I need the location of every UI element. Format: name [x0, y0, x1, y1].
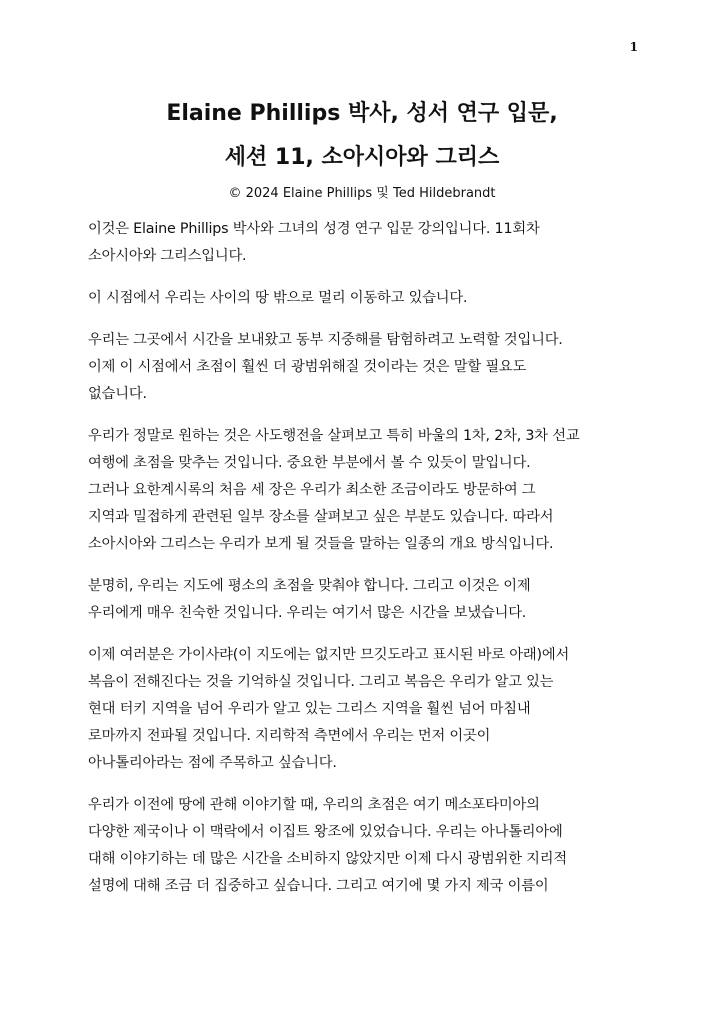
page-number: 1	[629, 40, 638, 54]
text-line: 우리는 그곳에서 시간을 보내왔고 동부 지중해를 탐험하려고 노력할 것입니다.	[88, 332, 563, 348]
text-line: 우리에게 매우 친숙한 것입니다. 우리는 여기서 많은 시간을 보냈습니다.	[88, 605, 527, 621]
text-line: 이것은 Elaine Phillips 박사와 그녀의 성경 연구 입문 강의입니다. 11회차	[88, 221, 540, 237]
document-title-line-2: 세션 11, 소아시아와 그리스	[224, 145, 500, 170]
paragraph-2	[88, 285, 648, 312]
text-line: 그러나 요한계시록의 처음 세 장은 우리가 최소한 조금이라도 방문하여 그	[88, 482, 536, 498]
text-line: 다양한 제국이나 이 맥락에서 이집트 왕조에 있었습니다. 우리는 아나톨리아에	[88, 824, 563, 840]
text-line: 우리가 이전에 땅에 관해 이야기할 때, 우리의 초점은 여기 메소포타미아의	[88, 797, 540, 813]
text-line: 없습니다.	[88, 386, 147, 402]
text-line: 대해 이야기하는 데 많은 시간을 소비하지 않았지만 이제 다시 광범위한 지리적	[88, 851, 567, 867]
text-line: 우리가 정말로 원하는 것은 사도행전을 살펴보고 특히 바울의 1차, 2차, 3차 선교	[88, 428, 580, 444]
text-line: 이 시점에서 우리는 사이의 땅 밖으로 멀리 이동하고 있습니다.	[88, 290, 468, 306]
transcript-body	[88, 216, 648, 915]
text-line: 아나톨리아라는 점에 주목하고 싶습니다.	[88, 755, 337, 771]
text-line: 이제 이 시점에서 초점이 훨씬 더 광범위해질 것이라는 것은 말할 필요도	[88, 359, 527, 375]
text-line: 소아시아와 그리스는 우리가 보게 될 것들을 말하는 일종의 개요 방식입니다.	[88, 536, 554, 552]
paragraph-6	[88, 642, 648, 777]
text-line: 소아시아와 그리스입니다.	[88, 248, 247, 264]
paragraph-1	[88, 216, 648, 270]
paragraph-4	[88, 423, 648, 558]
text-line: 로마까지 전파될 것입니다. 지리학적 측면에서 우리는 먼저 이곳이	[88, 728, 491, 744]
text-line: 복음이 전해진다는 것을 기억하실 것입니다. 그리고 복음은 우리가 알고 있는	[88, 674, 554, 690]
title-block	[0, 92, 724, 204]
text-line: 현대 터키 지역을 넘어 우리가 알고 있는 그리스 지역을 훨씬 넘어 마침내	[88, 701, 531, 717]
text-line: 이제 여러분은 가이사랴(이 지도에는 없지만 므깃도라고 표시된 바로 아래)에서	[88, 647, 570, 663]
document-title-line-1: Elaine Phillips 박사, 성서 연구 입문,	[166, 101, 558, 126]
text-line: 분명히, 우리는 지도에 평소의 초점을 맞춰야 합니다. 그리고 이것은 이제	[88, 578, 531, 594]
text-line: 설명에 대해 조금 더 집중하고 싶습니다. 그리고 여기에 몇 가지 제국 이름이	[88, 878, 549, 894]
paragraph-7	[88, 792, 648, 900]
copyright-notice: © 2024 Elaine Phillips 및 Ted Hildebrandt	[228, 186, 496, 201]
text-line: 여행에 초점을 맞추는 것입니다. 중요한 부분에서 볼 수 있듯이 말입니다.	[88, 455, 531, 471]
text-line: 지역과 밀접하게 관련된 일부 장소를 살펴보고 싶은 부분도 있습니다. 따라서	[88, 509, 554, 525]
paragraph-5	[88, 573, 648, 627]
paragraph-3	[88, 327, 648, 408]
